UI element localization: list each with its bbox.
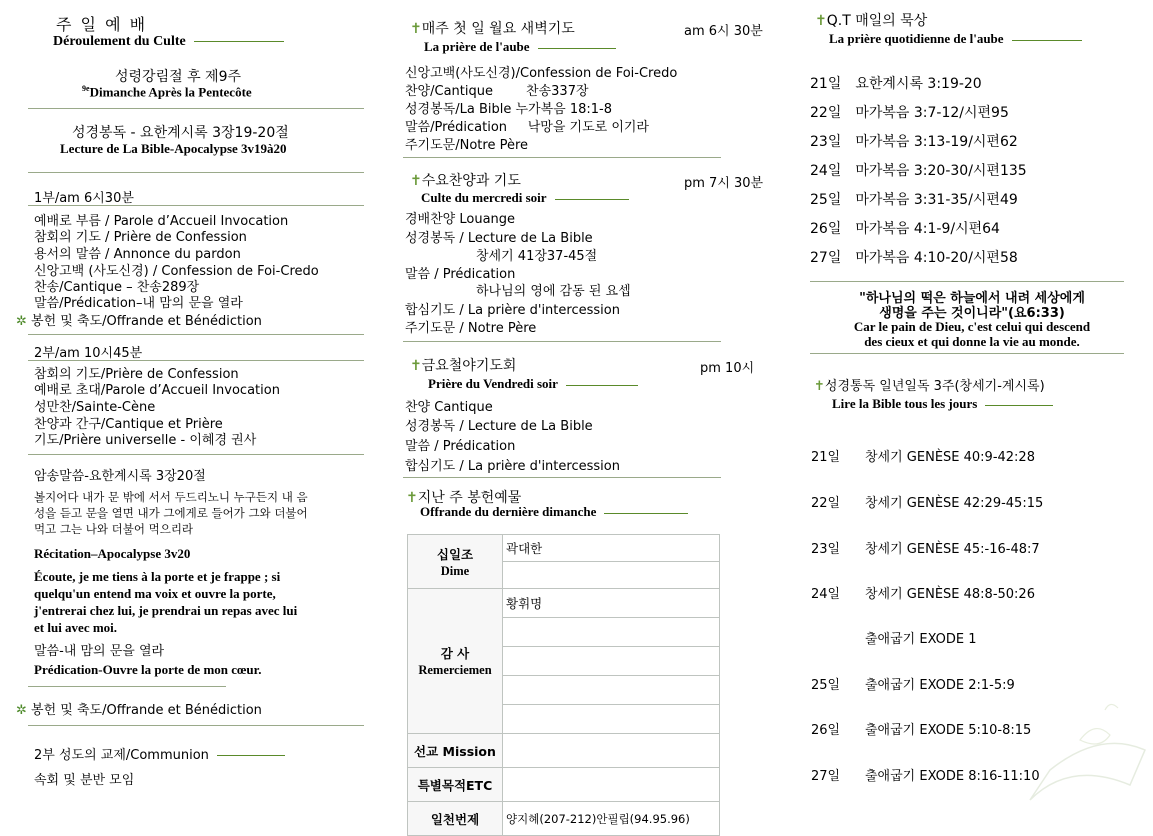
wednesday-fr: Culte du mercredi soir — [421, 190, 629, 206]
service1-item: 참회의 기도 / Prière de Confession — [34, 230, 247, 245]
wednesday-item: 말씀 / Prédication — [405, 267, 516, 282]
wednesday-item: 하나님의 영에 감동 된 요셉 — [476, 284, 631, 299]
recitation-line: et lui avec moi. — [34, 620, 118, 635]
qt-item: 21일 요한계시록 3:19-20 — [810, 76, 982, 92]
friday-item: 합심기도 / La prière d'intercession — [405, 459, 620, 474]
qt-item: 26일 마가복음 4:1-9/시편64 — [810, 221, 1000, 237]
sermon-fr: Prédication-Ouvre la porte de mon cœur. — [34, 662, 262, 677]
bible-item: 23일 창세기 GENÈSE 45:-16-48:7 — [811, 542, 1040, 557]
service1-item: 신앙고백 (사도신경) / Confession de Foi-Credo — [34, 264, 319, 279]
sunday-title-fr: Déroulement du Culte — [53, 34, 284, 50]
decorative-flower-sketch — [1010, 690, 1150, 808]
bible-item: 출애굽기 EXODE 1 — [865, 632, 977, 647]
service2-item: 찬양과 간구/Cantique et Prière — [34, 417, 223, 432]
offering-label-mission: 선교 Mission — [408, 734, 503, 768]
bible-title: ✝성경통독 일년일독 3주(창세기-계시록) — [814, 379, 1045, 394]
recitation-line: quelqu'un entend ma voix et ouvre la porte, — [34, 586, 276, 601]
bible-item: 27일 출애굽기 EXODE 8:16-11:10 — [811, 769, 1040, 784]
service2-item: 성만찬/Sainte-Cène — [34, 400, 156, 415]
quote-fr-line: Car le pain de Dieu, c'est celui qui descend — [853, 319, 1091, 334]
qt-item: 23일 마가복음 3:13-19/시편62 — [810, 134, 1018, 150]
reading-kr: 성경봉독 - 요한계시록 3장19-20절 — [72, 125, 289, 141]
offering-label-etc: 특별목적ETC — [408, 768, 503, 802]
sunday-name-kr: 성령강림절 후 제9주 — [115, 69, 241, 85]
memory-line: 볼지어다 내가 문 밖에 서서 두드리노니 누구든지 내 음 — [34, 490, 308, 504]
sunday-name-fr: $^{9e}$Dimanche Après la Pentecôte — [82, 84, 252, 100]
bible-fr: Lire la Bible tous les jours — [832, 396, 1053, 412]
friday-time: pm 10시 — [700, 361, 755, 376]
service1-item: 찬송/Cantique – 찬송289장 — [34, 280, 200, 295]
cross-icon: ✝ — [410, 358, 422, 374]
service2-item: 참회의 기도/Prière de Confession — [34, 367, 239, 382]
offering-value — [503, 705, 720, 734]
wednesday-item: 주기도문 / Notre Père — [405, 321, 537, 336]
service2-heading: 2부/am 10시45분 — [34, 346, 143, 361]
recitation-heading: Récitation–Apocalypse 3v20 — [34, 546, 191, 561]
flower-icon: ✲ — [16, 703, 27, 718]
cross-icon: ✝ — [815, 13, 827, 29]
monday-item: 주기도문/Notre Père — [405, 138, 529, 153]
quote-kr-line: "하나님의 떡은 하늘에서 내려 세상에게 — [859, 291, 1085, 306]
wednesday-item: 합심기도 / La prière d'intercession — [405, 303, 620, 318]
memory-heading: 암송말씀-요한계시록 3장20절 — [34, 469, 206, 484]
cross-icon: ✝ — [410, 173, 422, 189]
wednesday-time: pm 7시 30분 — [684, 176, 764, 191]
offering-value — [503, 768, 720, 802]
offering-label-thousand: 일천번제 — [408, 802, 503, 836]
monday-item: 찬양/Cantique 찬송337장 — [405, 84, 589, 99]
service1-item: 용서의 말씀 / Annonce du pardon — [34, 247, 241, 262]
friday-item: 성경봉독 / Lecture de La Bible — [405, 419, 593, 434]
reading-fr: Lecture de La Bible-Apocalypse 3v19à20 — [60, 141, 287, 156]
qt-item: 24일 마가복음 3:20-30/시편135 — [810, 163, 1027, 179]
offering-fr: Offrande du dernière dimanche — [420, 504, 688, 520]
offering-value: 황휘명 — [503, 589, 720, 618]
flower-icon: ✲ — [16, 314, 27, 329]
offering-table — [407, 534, 720, 836]
monday-time: am 6시 30분 — [684, 24, 763, 39]
service2-item: 기도/Prière universelle - 이혜경 권사 — [34, 433, 257, 448]
bible-item: 24일 창세기 GENÈSE 48:8-50:26 — [811, 587, 1035, 602]
offering2: ✲ 봉헌 및 축도/Offrande et Bénédiction — [16, 703, 262, 718]
friday-item: 찬양 Cantique — [405, 400, 493, 415]
memory-line: 먹고 그는 나와 더불어 먹으리라 — [34, 522, 194, 536]
quote-fr-line: des cieux et qui donne la vie au monde. — [864, 334, 1080, 349]
friday-title: ✝금요철야기도회 — [410, 358, 517, 374]
service1-item: 예배로 부름 / Parole d’Accueil Invocation — [34, 214, 289, 229]
sermon-kr: 말씀-내 맘의 문을 열라 — [34, 644, 165, 659]
monday-item: 말씀/Prédication 낙망을 기도로 이기라 — [405, 120, 649, 135]
recitation-line: j'entrerai chez lui, je prendrai un repas avec lui — [34, 603, 298, 618]
bible-item: 26일 출애굽기 EXODE 5:10-8:15 — [811, 723, 1032, 738]
quote-kr-line: 생명을 주는 것이니라"(요6:33) — [879, 306, 1065, 321]
service1-offering: ✲ 봉헌 및 축도/Offrande et Bénédiction — [16, 314, 262, 329]
bible-item: 22일 창세기 GENÈSE 42:29-45:15 — [811, 496, 1044, 511]
cross-icon: ✝ — [406, 490, 418, 506]
sunday-title-kr: 주 일 예 배 — [56, 15, 148, 34]
offering-label-thanks: 감 사 Remerciemen — [408, 589, 503, 734]
offering-value — [503, 562, 720, 589]
qt-title: ✝Q.T 매일의 묵상 — [815, 13, 928, 29]
wednesday-item: 경배찬양 Louange — [405, 212, 516, 227]
cross-icon: ✝ — [410, 21, 422, 37]
monday-item: 신앙고백(사도신경)/Confession de Foi-Credo — [405, 66, 678, 81]
qt-item: 25일 마가복음 3:31-35/시편49 — [810, 192, 1018, 208]
recitation-line: Écoute, je me tiens à la porte et je frappe ; si — [34, 569, 281, 584]
offering-value: 양지혜(207-212)안필립(94.95.96) — [503, 802, 720, 836]
memory-line: 성을 듣고 문을 열면 내가 그에게로 들어가 그와 더불어 — [34, 506, 308, 520]
offering-value — [503, 734, 720, 768]
qt-fr: La prière quotidienne de l'aube — [829, 31, 1082, 47]
wednesday-item: 창세기 41장37-45절 — [476, 249, 598, 264]
service1-item: 말씀/Prédication–내 맘의 문을 열라 — [34, 296, 243, 311]
wednesday-title: ✝수요찬양과 기도 — [410, 173, 521, 189]
bible-item: 25일 출애굽기 EXODE 2:1-5:9 — [811, 678, 1015, 693]
monday-title: ✝매주 첫 일 월요 새벽기도 — [410, 21, 575, 37]
monday-fr: La prière de l'aube — [424, 39, 616, 55]
monday-item: 성경봉독/La Bible 누가복음 18:1-8 — [405, 102, 612, 117]
offering-title: ✝지난 주 봉헌예물 — [406, 490, 522, 506]
offering-value — [503, 647, 720, 676]
offering-value — [503, 676, 720, 705]
offering-value — [503, 618, 720, 647]
bible-item: 21일 창세기 GENÈSE 40:9-42:28 — [811, 450, 1035, 465]
offering-label-tithe: 십일조 Dime — [408, 535, 503, 589]
wednesday-item: 성경봉독 / Lecture de La Bible — [405, 231, 593, 246]
meetings: 속회 및 분반 모임 — [34, 773, 135, 788]
offering-value: 곽대한 — [503, 535, 720, 562]
service2-item: 예배로 초대/Parole d’Accueil Invocation — [34, 383, 280, 398]
qt-item: 27일 마가복음 4:10-20/시편58 — [810, 250, 1018, 266]
friday-fr: Prière du Vendredi soir — [428, 376, 638, 392]
qt-item: 22일 마가복음 3:7-12/시편95 — [810, 105, 1009, 121]
friday-item: 말씀 / Prédication — [405, 439, 516, 454]
communion: 2부 성도의 교제/Communion — [34, 744, 285, 763]
cross-icon: ✝ — [814, 379, 825, 394]
service1-heading: 1부/am 6시30분 — [34, 191, 134, 206]
